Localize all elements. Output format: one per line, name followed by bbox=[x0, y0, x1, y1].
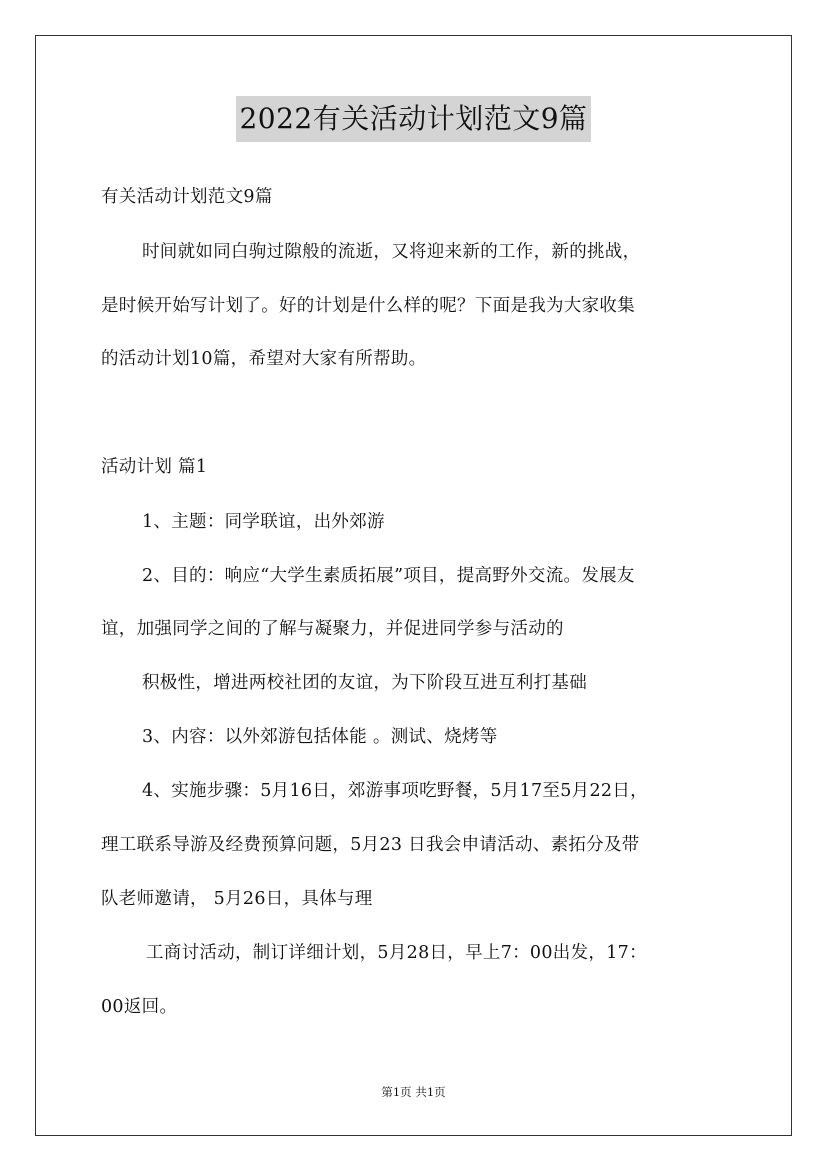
page-footer: 第1页 共1页 bbox=[381, 1085, 446, 1099]
list-item: 4、实施步骤：5月16日，郊游事项吃野餐，5月17至5月22日， bbox=[142, 781, 648, 801]
list-item: 1、主题：同学联谊，出外郊游 bbox=[142, 512, 385, 532]
list-item: 工商讨活动，制订详细计划，5月28日，早上7：00出发，17： bbox=[146, 943, 647, 963]
section-heading: 活动计划 篇1 bbox=[101, 457, 208, 477]
list-item: 2、目的：响应“大学生素质拓展”项目，提高野外交流。发展友 bbox=[142, 566, 635, 586]
document-title: 2022有关活动计划范文9篇 bbox=[236, 96, 590, 142]
intro-line: 的活动计划10篇，希望对大家有所帮助。 bbox=[101, 349, 427, 369]
list-item: 00返回。 bbox=[101, 997, 178, 1017]
intro-line: 是时候开始写计划了。好的计划是什么样的呢？下面是我为大家收集 bbox=[101, 296, 635, 316]
list-item: 队老师邀请， 5月26日，具体与理 bbox=[101, 889, 373, 909]
list-item: 理工联系导游及经费预算问题，5月23 日我会申请活动、素拓分及带 bbox=[101, 835, 640, 855]
list-item: 3、内容：以外郊游包括体能 。测试、烧烤等 bbox=[142, 727, 498, 747]
list-item: 谊，加强同学之间的了解与凝聚力，并促进同学参与活动的 bbox=[101, 619, 564, 639]
document-subtitle: 有关活动计划范文9篇 bbox=[101, 187, 273, 207]
list-item: 积极性，增进两校社团的友谊，为下阶段互进互利打基础 bbox=[142, 673, 587, 693]
intro-line: 时间就如同白驹过隙般的流逝，又将迎来新的工作，新的挑战， bbox=[142, 242, 641, 262]
